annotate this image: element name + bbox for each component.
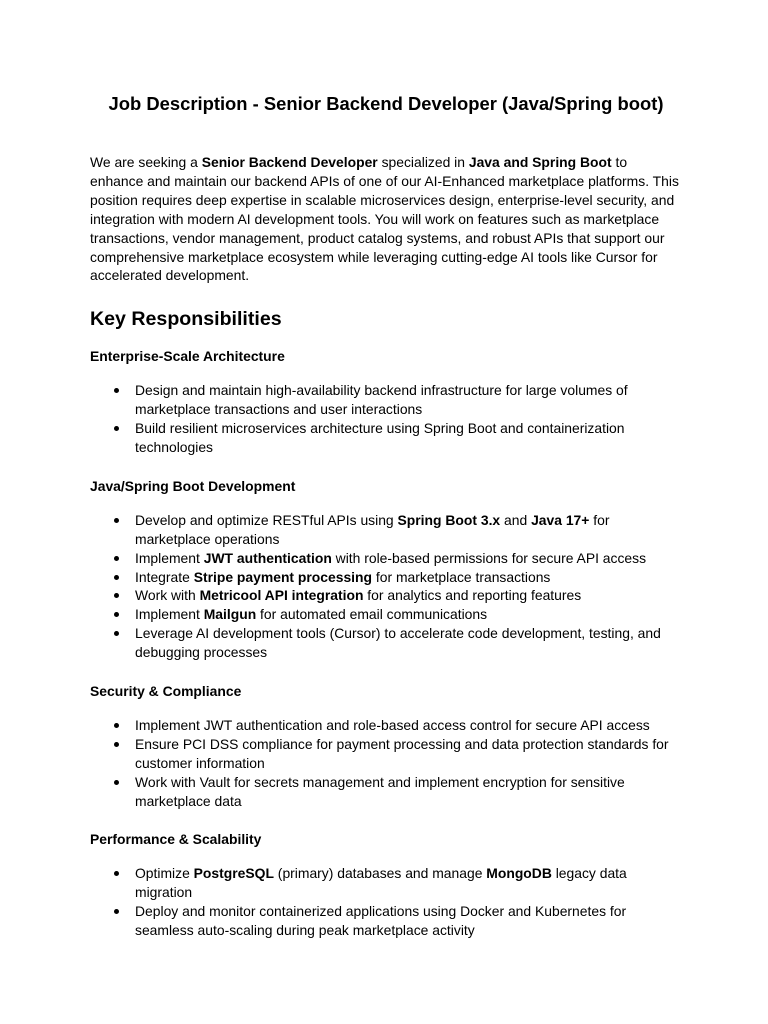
item-text: Work with xyxy=(135,587,200,604)
item-text: Develop and optimize RESTful APIs using xyxy=(135,511,398,528)
list-item: Leverage AI development tools (Cursor) to accelerate code development, testing, and debugging processes xyxy=(90,624,682,662)
item-text: with role-based permissions for secure API access xyxy=(331,549,647,566)
item-text: Optimize xyxy=(135,865,194,882)
intro-text: specialized in xyxy=(377,154,469,170)
architecture-list xyxy=(90,381,682,457)
intro-text: to enhance and maintain our backend APIs of one of our AI-Enhanced marketplace platforms. This position requires deep expertise in scalable microservices design, enterprise-level security, and integration with modern AI development tools. You will work on features such as marketplace transactions, vendor management, product catalog systems, and robust APIs that support our comprehensive marketplace ecosystem while leveraging cutting-edge AI tools like Cursor for accelerated development. xyxy=(90,154,679,284)
item-bold: Spring Boot 3.x xyxy=(397,511,501,528)
list-item: Deploy and monitor containerized applications using Docker and Kubernetes for seamless auto-scaling during peak marketplace activity xyxy=(90,902,682,940)
item-text: for marketplace operations xyxy=(135,511,610,547)
list-item: Build resilient microservices architecture using Spring Boot and containerization technologies xyxy=(90,419,682,457)
intro-text: We are seeking a xyxy=(90,154,202,170)
item-text: Integrate xyxy=(135,568,194,585)
intro-bold-stack: Java and Spring Boot xyxy=(468,154,612,170)
list-item: Work with Vault for secrets management and implement encryption for sensitive marketplace data xyxy=(90,773,682,811)
performance-list xyxy=(90,864,682,940)
security-heading: Security & Compliance xyxy=(90,683,242,700)
list-item: Design and maintain high-availability backend infrastructure for large volumes of marketplace transactions and user interactions xyxy=(90,381,682,419)
list-item xyxy=(90,586,682,605)
list-item xyxy=(90,511,682,549)
list-item xyxy=(90,605,682,624)
architecture-heading: Enterprise-Scale Architecture xyxy=(90,348,285,365)
list-item: Ensure PCI DSS compliance for payment processing and data protection standards for customer information xyxy=(90,735,682,773)
key-responsibilities-heading: Key Responsibilities xyxy=(90,308,282,331)
item-bold: Metricool API integration xyxy=(199,587,364,604)
item-text: Implement xyxy=(135,606,204,623)
security-list xyxy=(90,716,682,811)
item-text: legacy data migration xyxy=(135,865,627,901)
intro-paragraph xyxy=(90,153,682,285)
item-bold: MongoDB xyxy=(486,865,552,882)
intro-bold-role: Senior Backend Developer xyxy=(201,154,378,170)
item-text: and xyxy=(500,511,532,528)
list-item: Implement JWT authentication and role-based access control for secure API access xyxy=(90,716,682,735)
list-item xyxy=(90,568,682,587)
item-text: Implement xyxy=(135,549,204,566)
item-text: for analytics and reporting features xyxy=(363,587,582,604)
item-bold: JWT authentication xyxy=(203,549,332,566)
item-bold: PostgreSQL xyxy=(193,865,274,882)
development-list xyxy=(90,511,682,662)
item-text: for marketplace transactions xyxy=(372,568,551,585)
list-item xyxy=(90,864,682,902)
item-bold: Stripe payment processing xyxy=(193,568,373,585)
item-text: (primary) databases and manage xyxy=(273,865,487,882)
performance-heading: Performance & Scalability xyxy=(90,831,262,848)
list-item xyxy=(90,549,682,568)
item-bold: Mailgun xyxy=(203,606,257,623)
development-heading: Java/Spring Boot Development xyxy=(90,477,296,494)
item-text: for automated email communications xyxy=(256,606,488,623)
item-bold: Java 17+ xyxy=(531,511,590,528)
document-title: Job Description - Senior Backend Developer (Java/Spring boot) xyxy=(108,93,664,114)
